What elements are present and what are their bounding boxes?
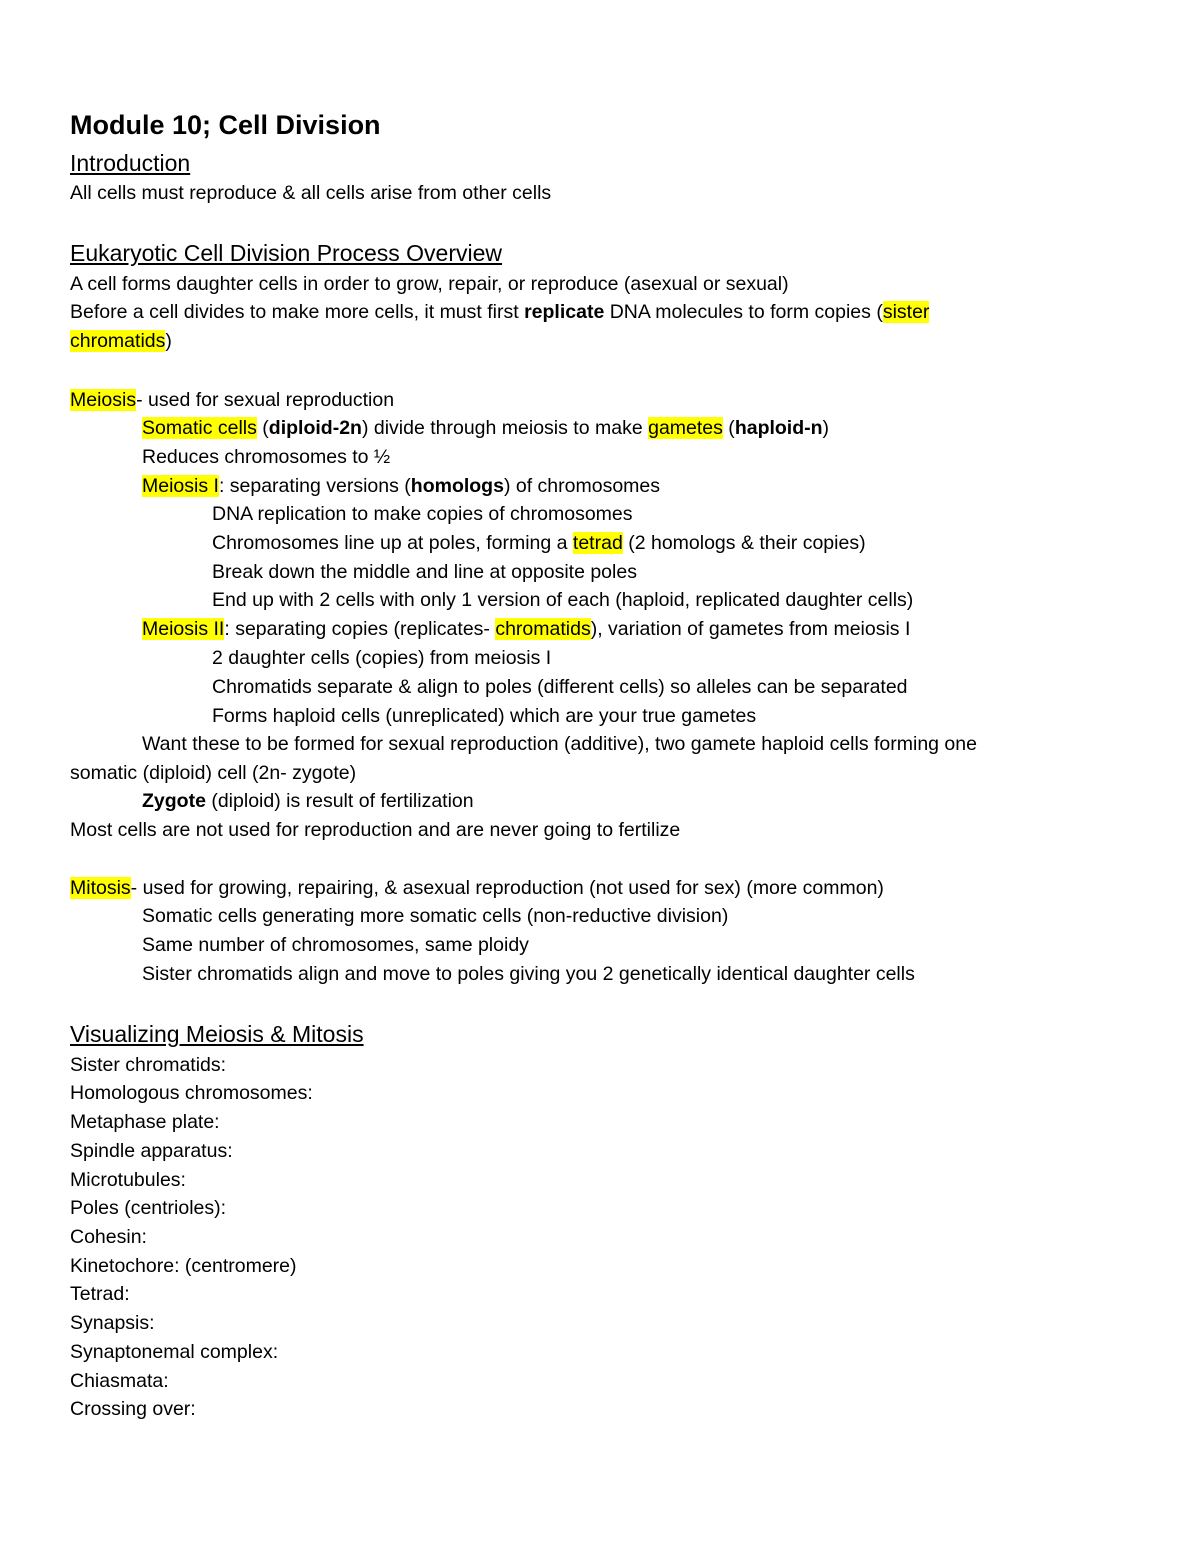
highlighted-term: sister (882, 301, 930, 323)
overview-heading: Eukaryotic Cell Division Process Overview (70, 240, 503, 266)
text-span: : separating copies (replicates- (224, 618, 496, 640)
text-span: Chromosomes line up at poles, forming a (212, 532, 573, 554)
highlighted-term: Meiosis (70, 389, 137, 411)
term-line: Kinetochore: (centromere) (70, 1255, 297, 1277)
highlighted-term: gametes (648, 417, 723, 439)
bold-term: diploid-2n (268, 417, 362, 439)
term-line: Microtubules: (70, 1169, 186, 1191)
introduction-heading: Introduction (70, 150, 191, 176)
meiosis-line-1 (70, 387, 394, 413)
term-line: Synapsis: (70, 1312, 155, 1334)
mitosis-line-2: Somatic cells generating more somatic cells (non-reductive division) (142, 905, 729, 927)
overview-line-2 (70, 299, 929, 325)
meiosis-line-4 (142, 473, 660, 499)
bold-term: replicate (524, 301, 605, 323)
bold-term: homologs (410, 475, 504, 497)
text-span: ) (165, 330, 172, 352)
highlighted-term: Meiosis II (142, 618, 225, 640)
introduction-text: All cells must reproduce & all cells arise from other cells (70, 182, 552, 204)
highlighted-term: Mitosis (70, 877, 131, 899)
meiosis-line-12: Forms haploid cells (unreplicated) which are your true gametes (212, 705, 757, 727)
bold-term: Zygote (142, 790, 206, 812)
highlighted-term: tetrad (572, 532, 623, 554)
overview-line-3 (70, 328, 172, 354)
text-span: Before a cell divides to make more cells, it must first (70, 301, 525, 323)
text-span: : separating versions ( (218, 475, 411, 497)
visualizing-heading: Visualizing Meiosis & Mitosis (70, 1021, 364, 1047)
meiosis-line-7: Break down the middle and line at opposite poles (212, 561, 637, 583)
text-span: - used for sexual reproduction (136, 389, 395, 411)
term-line: Metaphase plate: (70, 1111, 220, 1133)
term-line: Spindle apparatus: (70, 1140, 233, 1162)
term-line: Homologous chromosomes: (70, 1082, 313, 1104)
overview-line-1: A cell forms daughter cells in order to grow, repair, or reproduce (asexual or sexual) (70, 273, 789, 295)
term-line: Crossing over: (70, 1398, 196, 1420)
text-span: ) divide through meiosis to make (361, 417, 649, 439)
term-line: Chiasmata: (70, 1370, 169, 1392)
bold-term: haploid-n (734, 417, 823, 439)
text-span: (2 homologs & their copies) (622, 532, 866, 554)
meiosis-line-15 (142, 788, 474, 814)
meiosis-line-5: DNA replication to make copies of chromosomes (212, 503, 633, 525)
text-span: - used for growing, repairing, & asexual reproduction (not used for sex) (more common) (130, 877, 884, 899)
meiosis-line-2 (142, 415, 829, 441)
text-span: ) of chromosomes (503, 475, 661, 497)
meiosis-line-16: Most cells are not used for reproduction and are never going to fertilize (70, 819, 681, 841)
highlighted-term: Somatic cells (142, 417, 257, 439)
meiosis-line-14: somatic (diploid) cell (2n- zygote) (70, 762, 357, 784)
meiosis-line-11: Chromatids separate & align to poles (different cells) so alleles can be separated (212, 676, 908, 698)
meiosis-line-9 (142, 616, 910, 642)
term-line: Synaptonemal complex: (70, 1341, 279, 1363)
document-title: Module 10; Cell Division (70, 110, 381, 140)
term-line: Cohesin: (70, 1226, 147, 1248)
term-line: Poles (centrioles): (70, 1197, 227, 1219)
meiosis-line-3: Reduces chromosomes to ½ (142, 446, 391, 468)
highlighted-term: chromatids (495, 618, 591, 640)
mitosis-line-4: Sister chromatids align and move to poles giving you 2 genetically identical daughter cells (142, 963, 915, 985)
term-line: Tetrad: (70, 1283, 130, 1305)
text-span: ), variation of gametes from meiosis I (590, 618, 911, 640)
text-span: DNA molecules to form copies ( (604, 301, 883, 323)
meiosis-line-13: Want these to be formed for sexual reproduction (additive), two gamete haploid cells forming one (142, 733, 977, 755)
mitosis-line-3: Same number of chromosomes, same ploidy (142, 934, 529, 956)
highlighted-term: Meiosis I (142, 475, 219, 497)
text-span: (diploid) is result of fertilization (205, 790, 474, 812)
text-span: ( (256, 417, 269, 439)
meiosis-line-6 (212, 530, 866, 556)
highlighted-term: chromatids (70, 330, 166, 352)
term-line: Sister chromatids: (70, 1054, 227, 1076)
meiosis-line-10: 2 daughter cells (copies) from meiosis I (212, 647, 552, 669)
text-span: ) (822, 417, 830, 439)
meiosis-line-8: End up with 2 cells with only 1 version of each (haploid, replicated daughter cells) (212, 589, 914, 611)
text-span: ( (722, 417, 735, 439)
mitosis-line-1 (70, 875, 884, 901)
